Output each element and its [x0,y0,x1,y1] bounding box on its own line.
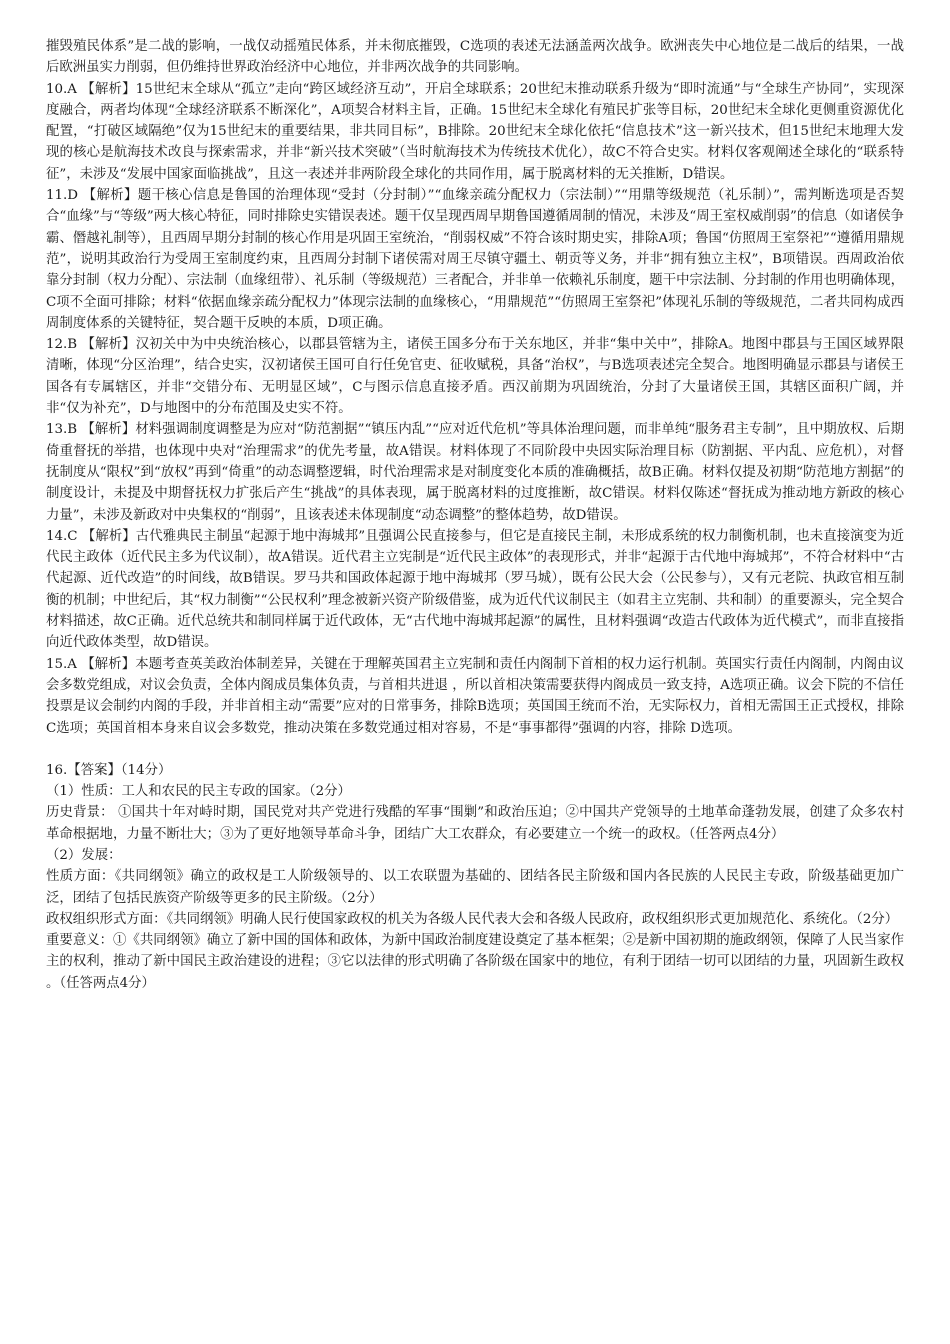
answer-13: 13.B 【解析】材料强调制度调整是为应对“防范割据”“镇压内乱”“应对近代危机”等具体治理问题，而非单纯“服务君主专制”，且中期放权、后期倚重督抚的举措，也体现中央对“治理需求”的优先考量，故A错误。材料体现了不同阶段中央因实际治理目标（防割据、平内乱、应危机），对督抚制度从“限权”到“放权”再到“倚重”的动态调整逻辑，时代治理需求是对制度变化本质的准确概括，故B正确。材料仅提及初期“防范地方割据”的制度设计，未提及中期督抚权力扩张后产生“挑战”的具体表现，属于脱离材料的过度推断，故C错误。材料仅陈述“督抚成为推动地方新政的核心力量”，未涉及新政对中央集权的“削弱”，且该表述未体现制度“动态调整”的整体趋势，故D错误。 [46,422,904,523]
answer-16-part2-label: （2）发展： [46,847,122,863]
answer-15: 15.A 【解析】本题考查英美政治体制差异，关键在于理解英国君主立宪制和责任内阁制下首相的权力运行机制。英国实行责任内阁制，内阁由议会多数党组成，对议会负责，全体内阁成员集体负责，与首相共进退 ，所以首相决策需要获得内阁成员一致支持，A选项正确。议会下院的不信任投票是议会制约内阁的手段，并非首相主动“需要”应对的日常事务，排除B选项；英国国王统而不治，无实际权力，首相无需国王正式授权，排除C选项；英国首相本身来自议会多数党，推动决策在多数党通过相对容易，不是“事事都得”强调的内容，排除 D选项。 [46,656,904,736]
answer-16-part2-significance: 重要意义：①《共同纲领》确立了新中国的国体和政体，为新中国政治制度建设奠定了基本框架；②是新中国初期的施政纲领，保障了人民当家作主的权利，推动了新中国民主政治建设的进程；③它以法律的形式明确了各阶级在国家中的地位，有利于团结一切可以团结的力量，巩固新生政权 。（任答两点4分） [46,933,904,991]
answer-10: 10.A 【解析】15世纪末全球从“孤立”走向“跨区域经济互动”，开启全球联系；20世纪末推动联系升级为“即时流通”与“全球生产协同”，实现深度融合，两者均体现“全球经济联系不断深化”，A项契合材料主旨，正确。15世纪末全球化有殖民扩张等目标，20世纪末全球化更侧重资源优化配置，“打破区域隔绝”仅为15世纪末的重要结果，非共同目标”，B排除。20世纪末全球化依托“信息技术”这一新兴技术，但15世纪末地理大发现的核心是航海技术改良与探索需求，并非“新兴技术突破”（当时航海技术为传统技术优化），故C不符合史实。材料仅客观阐述全球化的“联系特征”，未涉及“发展中国家面临挑战”，且这一表述并非两阶段全球化的共同作用，属于脱离材料的无关推断，D错误。 [46,81,904,182]
answer-11: 11.D 【解析】题干核心信息是鲁国的治理体现“受封（分封制）”“血缘亲疏分配权力（宗法制）”“用鼎等级规范（礼乐制）”，需判断选项是否契合“血缘”与“等级”两大核心特征，同时排除史实错误表述。题干仅呈现西周早期鲁国遵循周制的情况，未涉及“周王室权威削弱”的信息（如诸侯争霸、僭越礼制等），且西周早期分封制的核心作用是巩固王室统治，“削弱权威”不符合该时期史实，排除A项；鲁国“仿照周王室祭祀”“遵循用鼎规范”，说明其政治行为受周王室制度约束，且西周分封制下诸侯需对周王尽镇守疆土、朝贡等义务，并非“拥有独立主权”，B项错误。西周政治依靠分封制（权力分配）、宗法制（血缘纽带）、礼乐制（等级规范）三者配合，并非单一依赖礼乐制度，题干中宗法制、分封制的作用也明确体现，C项不全面可排除；材料“依据血缘亲疏分配权力”体现宗法制的血缘核心，“用鼎规范”“仿照周王室祭祀”体现礼乐制的等级规范，二者共同构成西周制度体系的关键特征，契合题干反映的本质，D项正确。 [46,188,904,331]
answer-16-part1-background: 历史背景： ①国共十年对峙时期，国民党对共产党进行残酷的军事“围剿”和政治压迫；②中国共产党领导的土地革命蓬勃发展，创建了众多农村革命根据地，力量不断壮大；③为了更好地领导革命斗争，团结广大工农群众，有必要建立一个统一的政权。（任答两点4分） [46,805,904,842]
answer-14: 14.C 【解析】古代雅典民主制虽“起源于地中海城邦”且强调公民直接参与，但它是直接民主制，未形成系统的权力制衡机制，也未直接演变为近代民主政体（近代民主多为代议制），故A错误。近代君主立宪制是“近代民主政体”的表现形式，并非“起源于古代地中海城邦”，不符合材料中“古代起源、近代改造”的时间线，故B错误。罗马共和国政体起源于地中海城邦（罗马城），既有公民大会（公民参与），又有元老院、执政官相互制衡的机制；中世纪后，其“权力制衡”“公民权利”理念被新兴资产阶级借鉴，成为近代代议制民主（如君主立宪制、共和制）的重要源头，完全契合材料描述，故C正确。近代总统共和制同样属于近代政体，无“古代地中海城邦起源”的属性，且材料强调“改造古代政体为近代模式”，而非直接指向近代政体类型，故D错误。 [46,528,904,651]
answer-12: 12.B 【解析】汉初关中为中央统治核心，以郡县管辖为主，诸侯王国多分布于关东地区，并非“集中关中”，排除A。地图中郡县与王国区域界限清晰，体现“分区治理”，结合史实，汉初诸侯王国可自行任免官吏、征收赋税，具备“治权”，与B选项表述完全契合。地图明确显示郡县与诸侯王国各有专属辖区，并非“交错分布、无明显区域”，C与图示信息直接矛盾。西汉前期为巩固统治，分封了大量诸侯王国，其辖区面积广阔，并非“仅为补充”，D与地图中的分布范围及史实不符。 [46,337,904,417]
paragraph-continuation: 摧毁殖民体系”是二战的影响，一战仅动摇殖民体系，并未彻底摧毁，C选项的表述无法涵盖两次战争。欧洲丧失中心地位是二战后的结果，一战后欧洲虽实力削弱，但仍维持世界政治经济中心地位，并非两次战争的共同影响。 [46,39,904,76]
answer-16-heading: 16.【答案】（14分） [46,762,172,778]
answer-16-part2-form: 政权组织形式方面：《共同纲领》明确人民行使国家政权的机关为各级人民代表大会和各级人民政府，政权组织形式更加规范化、系统化。（2分） [46,911,899,927]
answer-16-part2-nature: 性质方面：《共同纲领》确立的政权是工人阶级领导的、以工农联盟为基础的、团结各民主阶级和国内各民族的人民民主专政，阶级基础更加广泛，团结了包括民族资产阶级等更多的民主阶级。（2分） [46,869,904,906]
answer-16-part1-nature: （1）性质：工人和农民的民主专政的国家。（2分） [46,784,351,800]
section-gap [46,739,904,760]
